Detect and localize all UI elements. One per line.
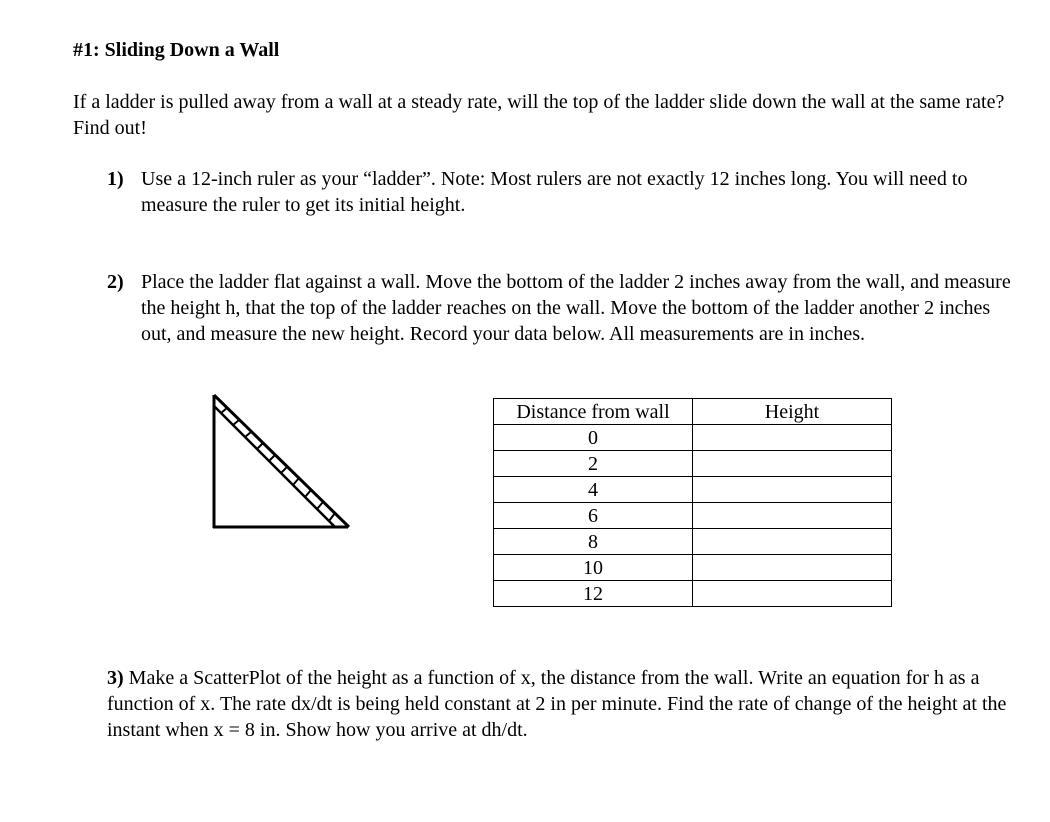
column-header-distance: Distance from wall [494,399,693,425]
distance-cell: 8 [494,529,693,555]
measurement-table [493,398,892,607]
table-row [494,581,892,607]
distance-cell: 2 [494,451,693,477]
table-row [494,555,892,581]
height-cell[interactable] [693,503,892,529]
height-cell[interactable] [693,529,892,555]
height-cell[interactable] [693,425,892,451]
height-cell[interactable] [693,555,892,581]
height-cell[interactable] [693,581,892,607]
ladder-rungs [221,408,335,521]
ladder-triangle-icon [205,390,355,535]
table-row [494,503,892,529]
table-row [494,477,892,503]
table-header-row [494,399,892,425]
step-1 [107,166,1007,218]
intro-paragraph: If a ladder is pulled away from a wall at a steady rate, will the top of the ladder slide down the wall at the same rate? Find out! [73,91,1005,139]
page-title: #1: Sliding Down a Wall [73,39,280,61]
distance-cell: 4 [494,477,693,503]
step-2-number: 2) [107,271,124,293]
distance-cell: 12 [494,581,693,607]
step-1-text: Use a 12-inch ruler as your “ladder”. Note: Most rulers are not exactly 12 inches long. You will need to measure the ruler to get its initial height. [141,168,968,216]
table-row [494,425,892,451]
table-row [494,451,892,477]
step-1-number: 1) [107,168,124,190]
step-2 [107,269,1017,347]
height-cell[interactable] [693,451,892,477]
step-3-text: Make a ScatterPlot of the height as a function of x, the distance from the wall. Write an equation for h as a function of x. The rate dx/dt is being held constant at 2 in per minute. Find the rate of change of the height at the instant when x = 8 in. Show how you arrive at dh/dt. [107,667,1007,741]
step-3 [107,665,1027,743]
height-cell[interactable] [693,477,892,503]
distance-cell: 6 [494,503,693,529]
distance-cell: 10 [494,555,693,581]
step-3-number: 3) [107,667,129,689]
distance-cell: 0 [494,425,693,451]
column-header-height: Height [693,399,892,425]
ladder-outer-rail [214,395,349,527]
table-row [494,529,892,555]
step-2-text: Place the ladder flat against a wall. Move the bottom of the ladder 2 inches away from the wall, and measure the height h, that the top of the ladder reaches on the wall. Move the bottom of the ladder another 2 inches out, and measure the new height. Record your data below. All measurements are in inches. [141,271,1011,345]
